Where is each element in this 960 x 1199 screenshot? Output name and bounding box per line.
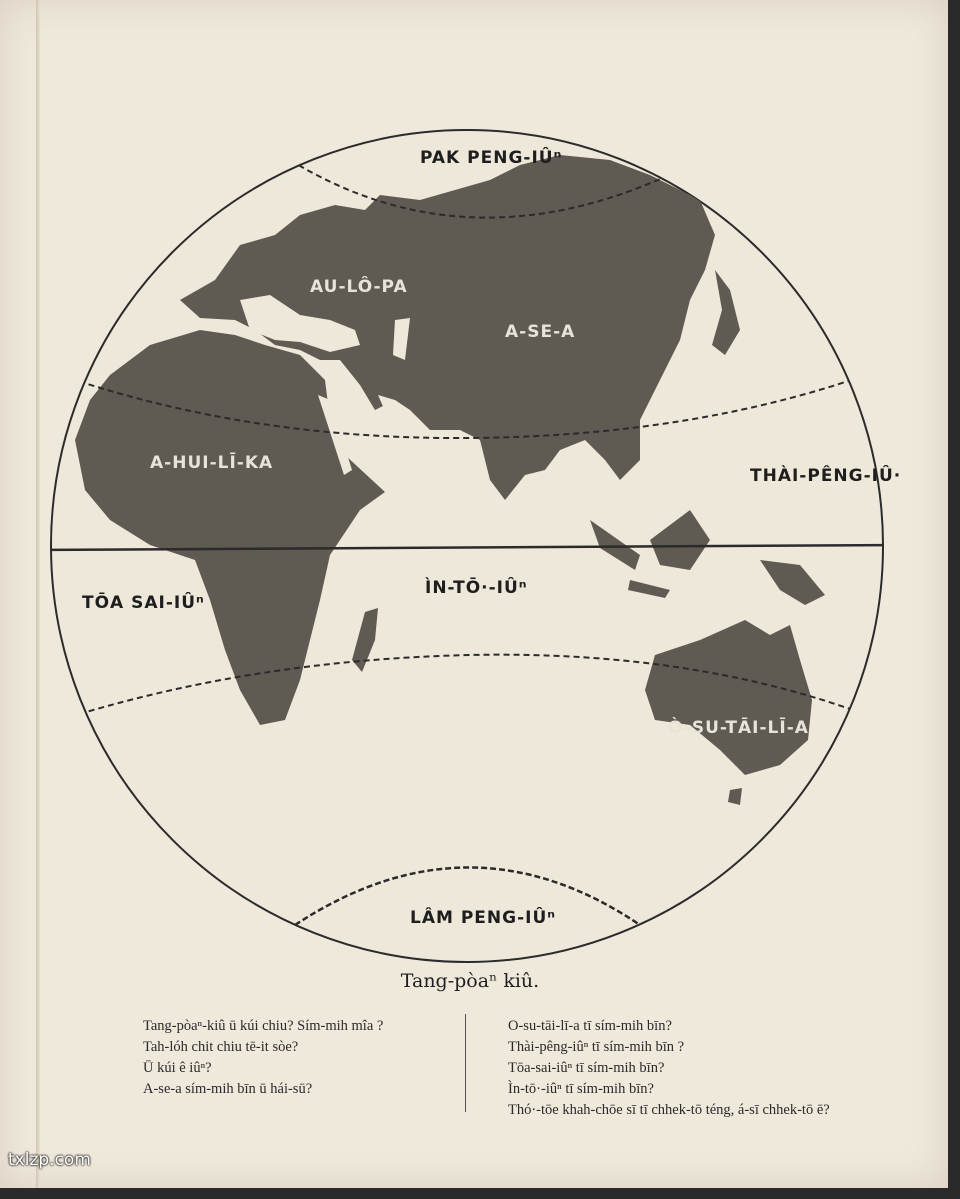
scan-edge-right	[948, 0, 960, 1199]
label-atlantic-ocean: TŌA SAI-IÛⁿ	[82, 593, 205, 613]
question-line: Tōa-sai-iûⁿ tī sím-mih bīn?	[508, 1060, 665, 1076]
question-line: Ìn-tō·-iûⁿ tī sím-mih bīn?	[508, 1081, 654, 1097]
label-north-ocean: PAK PENG-IÛⁿ	[420, 148, 563, 168]
column-divider	[465, 1014, 466, 1112]
label-pacific-ocean: THÀI-PÊNG-IÛ·	[750, 466, 902, 486]
label-asia: A-SE-A	[505, 322, 576, 342]
question-line: Tang-pòaⁿ-kiû ū kúi chiu? Sím-mih mîa ?	[143, 1018, 384, 1034]
scan-edge-bottom	[0, 1188, 960, 1199]
question-line: Ū kúi ê iûⁿ?	[143, 1060, 212, 1076]
landmass-tasmania	[728, 788, 742, 805]
map-caption: Tang-pòaⁿ kiû.	[400, 970, 540, 992]
question-line: Thài-pêng-iûⁿ tī sím-mih bīn ?	[508, 1039, 685, 1055]
label-europe: AU-LÔ-PA	[310, 277, 408, 297]
question-line: Tah-lóh chit chiu tē-it sòe?	[143, 1039, 299, 1055]
question-line: A-se-a sím-mih bīn ū hái-sū?	[143, 1081, 313, 1097]
label-australia: Ò-SU-TĀI-LĪ-A	[668, 718, 809, 738]
label-indian-ocean: ÌN-TŌ·-IÛⁿ	[425, 578, 528, 598]
question-line: O-su-tāi-lī-a tī sím-mih bīn?	[508, 1018, 672, 1034]
questions-right-column	[508, 1016, 908, 1121]
label-africa: A-HUI-LĪ-KA	[150, 453, 274, 473]
label-south-ocean: LÂM PENG-IÛⁿ	[410, 908, 557, 928]
questions-left-column	[143, 1016, 453, 1100]
watermark: txlzp.com	[8, 1150, 91, 1170]
question-line: Thó·-tōe khah-chōe sī tī chhek-tō téng, á-sī chhek-tō ē?	[508, 1102, 830, 1118]
